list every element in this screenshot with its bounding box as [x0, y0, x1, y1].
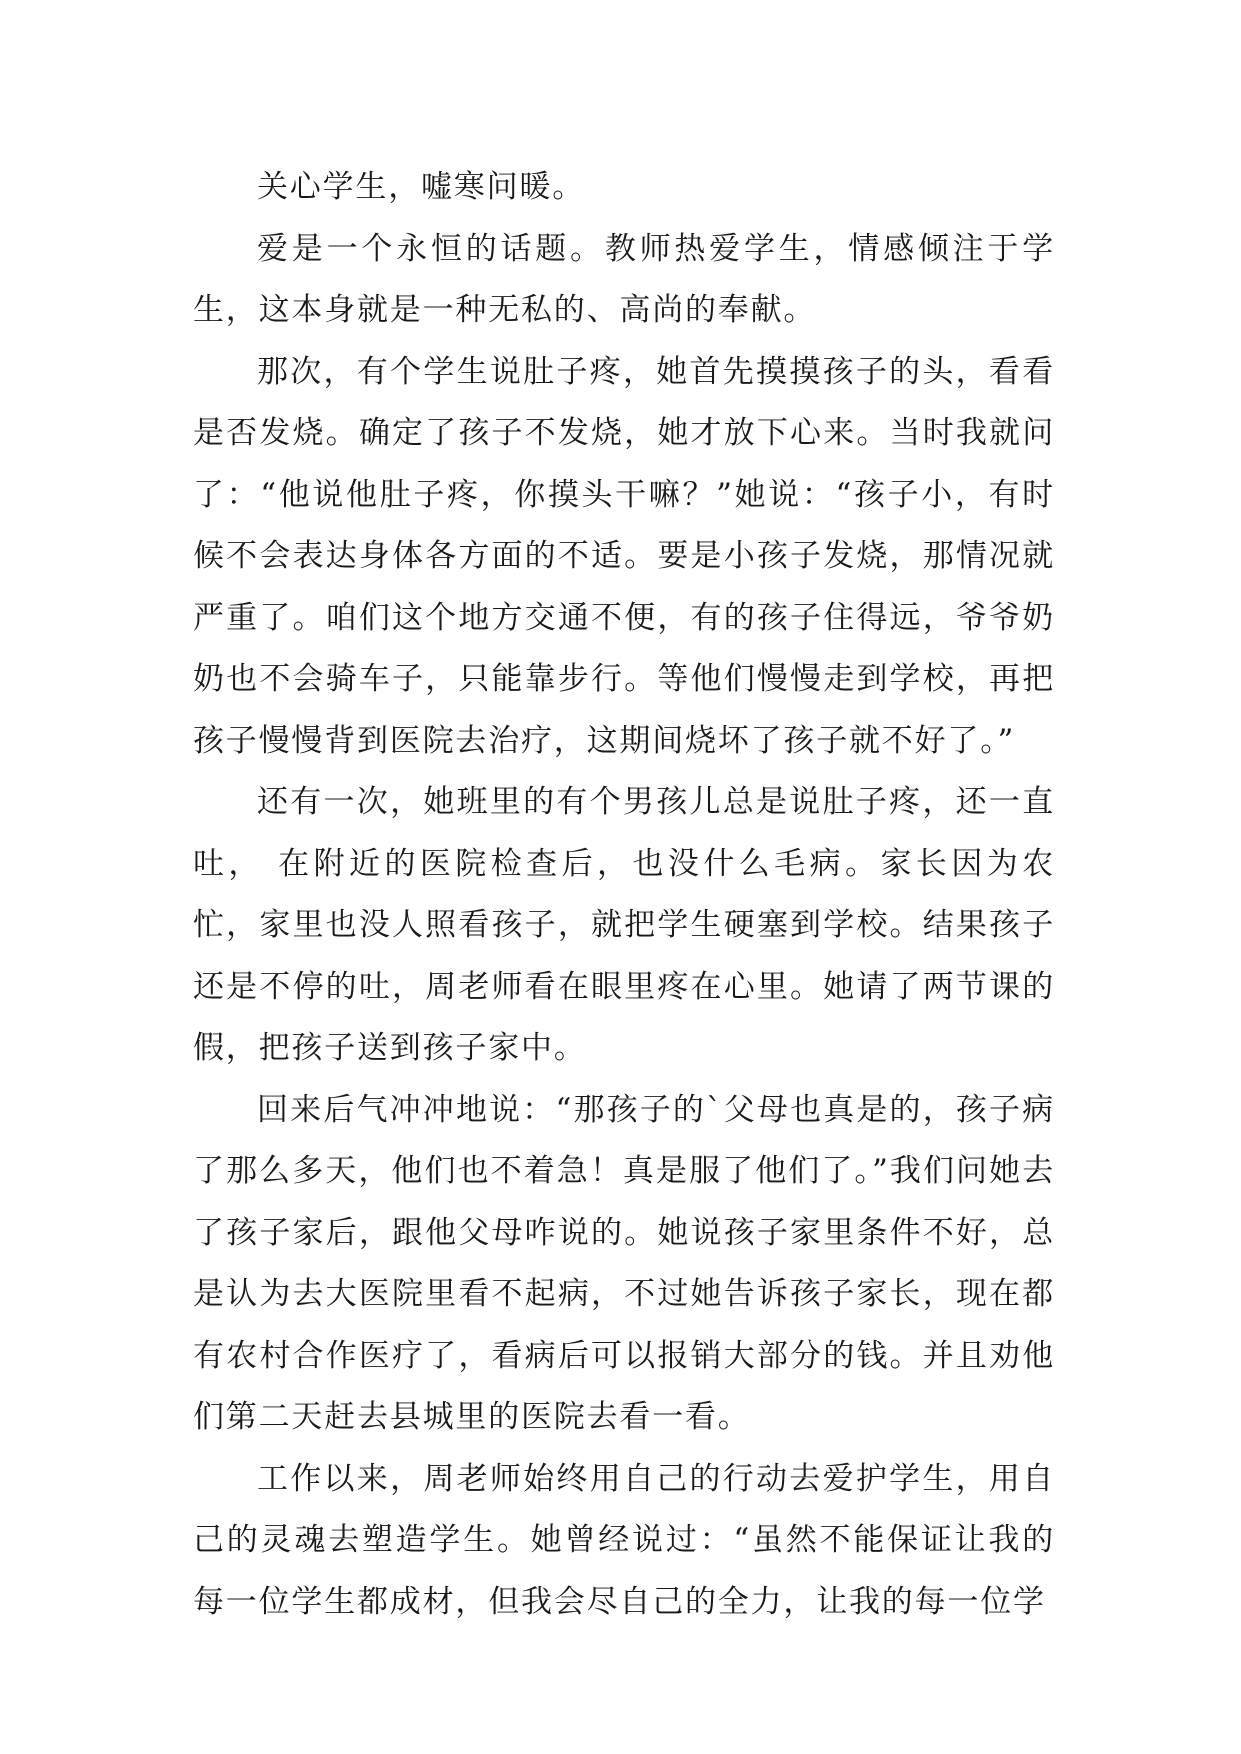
paragraph-5: 回来后气冲冲地说：“那孩子的`父母也真是的，孩子病了那么多天，他们也不着急！真是服了他们了。”我们问她去了孩子家后，跟他父母咋说的。她说孩子家里条件不好，总是认为去大医院里看不起病，不过她告诉孩子家长，现在都有农村合作医疗了，看病后可以报销大部分的钱。并且劝他们第二天赶去县城里的医院去看一看。	[193, 1091, 1055, 1435]
paragraph-4: 还有一次，她班里的有个男孩儿总是说肚子疼，还一直吐， 在附近的医院检查后，也没什么毛病。家长因为农忙，家里也没人照看孩子，就把学生硬塞到学校。结果孩子还是不停的吐，周老师看在眼里疼在心里。她请了两节课的假，把孩子送到孩子家中。	[193, 784, 1055, 1066]
paragraph-2: 爱是一个永恒的话题。教师热爱学生，情感倾注于学生，这本身就是一种无私的、高尚的奉献。	[193, 230, 1055, 328]
paragraph-6: 工作以来，周老师始终用自己的行动去爱护学生，用自己的灵魂去塑造学生。她曾经说过：“虽然不能保证让我的每一位学生都成材，但我会尽自己的全力，让我的每一位学	[193, 1460, 1055, 1620]
paragraph-1: 关心学生，嘘寒问暖。	[257, 169, 585, 205]
body-text	[193, 157, 1055, 1633]
paragraph-3: 那次，有个学生说肚子疼，她首先摸摸孩子的头，看看是否发烧。确定了孩子不发烧，她才放下心来。当时我就问了：“他说他肚子疼，你摸头干嘛？”她说：“孩子小，有时候不会表达身体各方面的不适。要是小孩子发烧，那情况就严重了。咱们这个地方交通不便，有的孩子住得远，爷爷奶奶也不会骑车子，只能靠步行。等他们慢慢走到学校，再把孩子慢慢背到医院去治疗，这期间烧坏了孩子就不好了。”	[193, 353, 1055, 759]
